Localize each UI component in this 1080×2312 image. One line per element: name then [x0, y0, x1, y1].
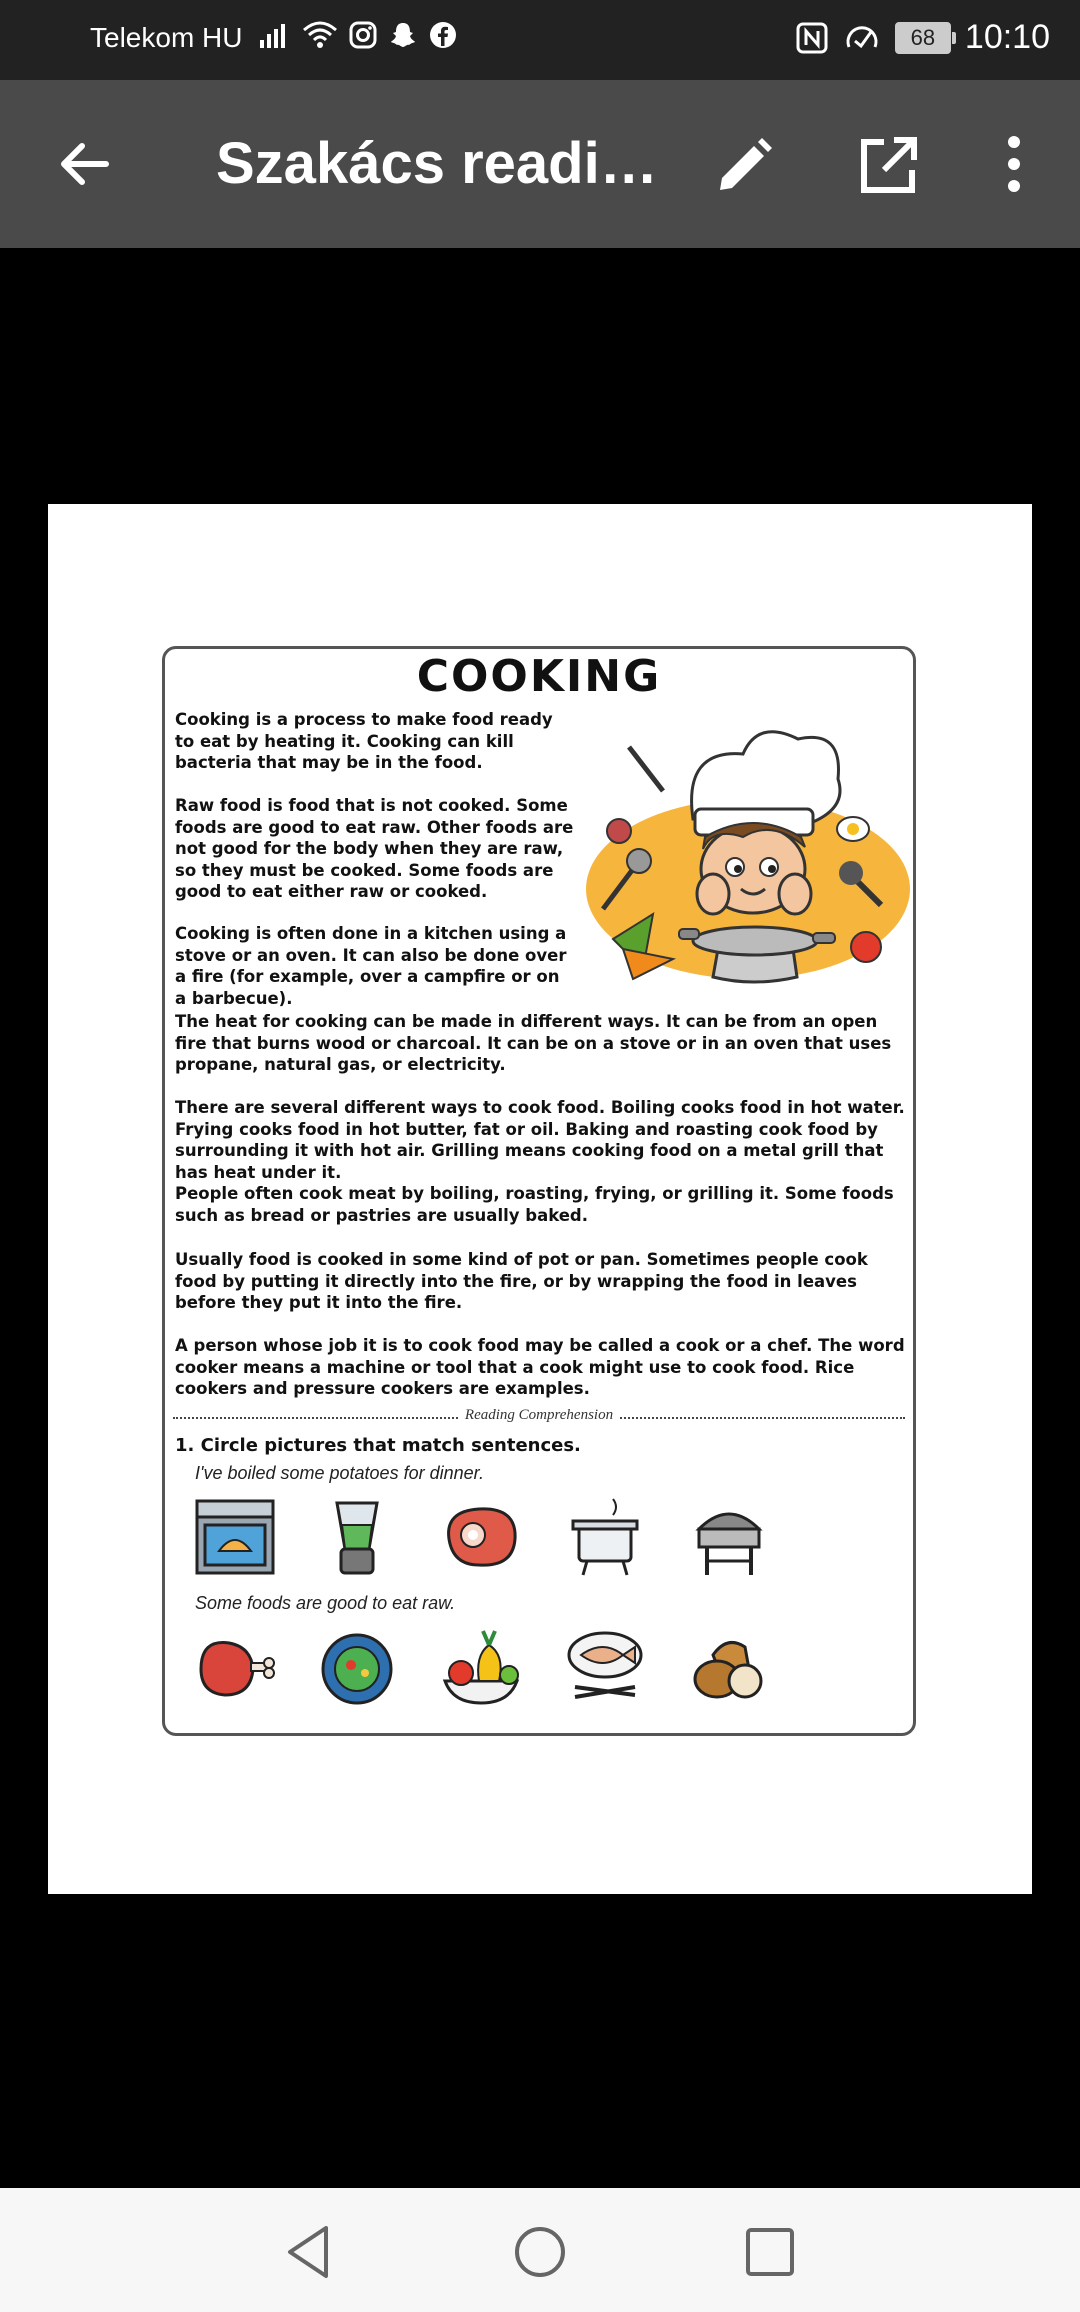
- edit-pencil-icon[interactable]: [712, 134, 776, 198]
- signal-icon: [258, 20, 292, 50]
- paragraph-3: Cooking is often done in a kitchen using a stove or an oven. It can also be done over a fire (for example, over a campfire or on a barbecue).: [175, 924, 567, 1008]
- paragraph-2: Raw food is food that is not cooked. Some foods are good to eat raw. Other foods are not good for the body when they are raw, so they must be cooked. Some foods are good to eat either raw or cooked.: [175, 796, 574, 901]
- steak-icon: [439, 1495, 523, 1579]
- bread-buns-icon: [687, 1625, 771, 1709]
- worksheet-title: COOKING: [416, 651, 662, 702]
- blender-icon: [315, 1495, 399, 1579]
- system-nav-bar: [0, 2188, 1080, 2312]
- worksheet: [162, 646, 916, 1736]
- chef-boy-illustration: [583, 709, 913, 1009]
- open-external-icon[interactable]: [856, 134, 920, 198]
- section-label: Reading Comprehension: [459, 1407, 619, 1424]
- app-toolbar: [0, 80, 1080, 248]
- carrier-name: Telekom HU: [90, 22, 243, 53]
- fruit-bowl-icon: [439, 1625, 523, 1709]
- ham-leg-icon: [193, 1625, 277, 1709]
- section-divider: [173, 1407, 905, 1423]
- question-1: 1. Circle pictures that match sentences.: [175, 1435, 581, 1456]
- grill-icon: [687, 1495, 771, 1579]
- status-icons-left: [258, 20, 458, 50]
- facebook-icon: [428, 20, 458, 50]
- status-bar: [0, 0, 1080, 80]
- salad-plate-icon: [315, 1625, 399, 1709]
- nav-home-icon[interactable]: [510, 2222, 570, 2282]
- more-vert-icon[interactable]: [994, 132, 1034, 196]
- wifi-icon: [302, 20, 338, 50]
- instagram-icon: [348, 20, 378, 50]
- sentence-1: I've boiled some potatoes for dinner.: [195, 1463, 484, 1483]
- nfc-icon: [795, 21, 829, 55]
- document-title: Szakács readi…: [216, 131, 658, 196]
- nav-recents-icon[interactable]: [740, 2222, 800, 2282]
- paragraph-5: There are several different ways to cook food. Boiling cooks food in hot water. Frying cooks food in hot butter, fat or oil. Baking and roasting cook food by surrounding it with hot air. Grilling means cooking food on a metal grill that has heat under it.: [175, 1098, 905, 1182]
- status-icons-right: [795, 18, 1050, 57]
- paragraph-7: Usually food is cooked in some kind of pot or pan. Sometimes people cook food by putting it directly into the fire, or by wrapping the food in leaves before they put it into the fire.: [175, 1250, 868, 1312]
- data-saver-icon: [843, 21, 881, 55]
- paragraph-6: People often cook meat by boiling, roasting, frying, or grilling it. Some foods such as bread or pastries are usually baked.: [175, 1184, 894, 1225]
- paragraph-1: Cooking is a process to make food ready to eat by heating it. Cooking can kill bacteria that may be in the food.: [175, 710, 553, 772]
- clock: 10:10: [964, 18, 1050, 56]
- nav-back-icon[interactable]: [280, 2222, 340, 2282]
- oven-icon: [193, 1495, 277, 1579]
- fish-plate-icon: [563, 1625, 647, 1709]
- steaming-pot-icon: [563, 1495, 647, 1579]
- battery-icon: 68: [895, 22, 951, 54]
- paragraph-8: A person whose job it is to cook food may be called a cook or a chef. The word cooker means a machine or tool that a cook might use to cook food. Rice cookers and pressure cookers are examples.: [175, 1336, 905, 1398]
- snapchat-icon: [388, 20, 418, 50]
- paragraph-4: The heat for cooking can be made in different ways. It can be from an open fire that burns wood or charcoal. It can be on a stove or in an oven that uses propane, natural gas, or electricity.: [175, 1012, 892, 1074]
- back-arrow-icon[interactable]: [52, 132, 116, 196]
- sentence-2: Some foods are good to eat raw.: [195, 1593, 456, 1613]
